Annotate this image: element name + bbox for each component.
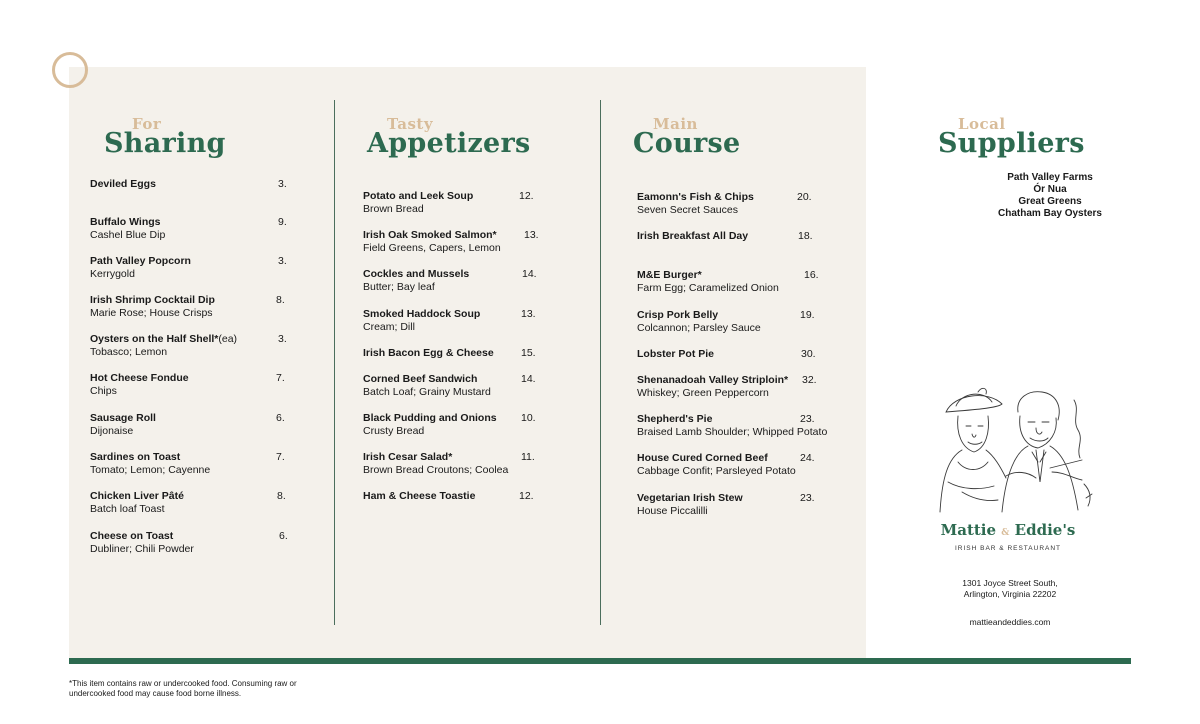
item-price: 11. [521,451,535,463]
item-description: Marie Rose; House Crisps [90,307,213,319]
item-name: Crisp Pork Belly [637,309,719,321]
heading-main: Appetizers [367,128,531,159]
item-name-note: (ea) [218,333,238,345]
item-name: Irish Cesar Salad* [363,451,453,463]
heading-main: Course [633,128,741,159]
heading-main: Sharing [104,128,226,159]
supplier-item: Path Valley Farms [1007,172,1093,183]
item-description: Tobasco; Lemon [90,346,168,358]
menu-item [90,412,285,438]
item-name: Path Valley Popcorn [90,255,191,267]
item-name: Vegetarian Irish Stew [637,492,743,504]
item-name: Ham & Cheese Toastie [363,490,476,502]
item-name: Cockles and Mussels [363,268,470,280]
item-name: Irish Shrimp Cocktail Dip [90,294,215,306]
menu-item [363,373,536,399]
address [940,578,1080,600]
column-divider [600,100,601,625]
address-line: 1301 Joyce Street South, [962,578,1058,588]
item-description: Cream; Dill [363,321,415,333]
menu-item [363,347,536,360]
item-name: Lobster Pot Pie [637,348,715,360]
item-price: 3. [278,178,287,190]
address-line: Arlington, Virginia 22202 [963,589,1057,599]
item-name: Irish Breakfast All Day [637,230,749,242]
item-name-text: Oysters on the Half Shell* [90,333,219,345]
supplier-item: Great Greens [1018,196,1082,207]
item-name: Sausage Roll [90,412,156,424]
item-price: 24. [800,452,815,464]
menu-item [90,216,287,242]
menu-item [90,255,287,281]
menu-item [363,308,536,334]
item-price: 6. [276,412,285,424]
heading-appetizers [367,117,531,157]
item-price: 9. [278,216,287,228]
item-description: Seven Secret Sauces [637,204,738,216]
item-name: Chicken Liver Pâté [90,490,184,502]
heading-sharing [104,117,226,157]
item-name: Corned Beef Sandwich [363,373,478,385]
item-price: 12. [519,190,534,202]
item-description: Whiskey; Green Peppercorn [637,387,769,399]
item-name: Potato and Leek Soup [363,190,474,202]
item-description: Crusty Bread [363,425,425,437]
menu-item [637,269,819,295]
footer-bar [69,658,1131,664]
restaurant-logo [938,521,1078,539]
item-price: 14. [521,373,536,385]
menu-item [637,452,815,478]
item-price: 7. [276,451,285,463]
heading-sub: Tasty [387,115,434,133]
logo-name-right: Eddie's [1014,521,1076,539]
item-description: Field Greens, Capers, Lemon [363,242,501,254]
item-description: House Piccalilli [637,505,708,517]
menu-item [363,268,537,294]
logo-ampersand: & [1001,528,1010,538]
menu-item [637,191,812,217]
supplier-list [985,172,1115,220]
menu-item [90,294,285,320]
item-description: Brown Bread Croutons; Coolea [363,464,509,476]
menu-item [637,230,813,243]
item-name: Smoked Haddock Soup [363,308,481,320]
item-description: Dijonaise [90,425,134,437]
item-name: Hot Cheese Fondue [90,372,189,384]
item-description: Tomato; Lemon; Cayenne [90,464,211,476]
item-price: 3. [278,255,287,267]
item-description: Batch Loaf; Grainy Mustard [363,386,491,398]
item-description: Cashel Blue Dip [90,229,166,241]
column-divider [334,100,335,625]
item-price: 30. [801,348,816,360]
item-price: 8. [277,490,286,502]
menu-item [363,451,535,477]
item-price: 15. [521,347,536,359]
website-link[interactable]: mattieandeddies.com [969,617,1051,627]
item-price: 16. [804,269,819,281]
heading-sub: For [132,115,162,133]
item-description: Chips [90,385,117,397]
item-description: Farm Egg; Caramelized Onion [637,282,779,294]
founders-illustration [932,382,1098,520]
heading-main: Suppliers [938,128,1085,159]
supplier-item: Ór Nua [1033,184,1067,195]
menu-item [637,348,816,361]
logo-name-left: Mattie [940,521,997,539]
item-price: 7. [276,372,285,384]
item-price: 13. [521,308,536,320]
item-description: Cabbage Confit; Parsleyed Potato [637,465,796,477]
heading-main-course [633,117,741,157]
item-name: Deviled Eggs [90,178,156,190]
allergy-footnote: *This item contains raw or undercooked food. Consuming raw or undercooked food may cause food borne illness. [69,679,297,698]
menu-item [363,490,534,503]
item-name: Black Pudding and Onions [363,412,497,424]
item-name: House Cured Corned Beef [637,452,768,464]
item-name: Buffalo Wings [90,216,161,228]
item-price: 23. [800,492,815,504]
item-price: 14. [522,268,537,280]
item-description: Colcannon; Parsley Sauce [637,322,761,334]
decorative-circle [52,52,88,88]
item-price: 18. [798,230,813,242]
heading-sub: Local [958,115,1006,133]
item-price: 20. [797,191,812,203]
menu-item [637,309,815,335]
item-name: Eamonn's Fish & Chips [637,191,754,203]
item-price: 10. [521,412,536,424]
heading-sub: Main [653,115,698,133]
item-name: Shenanadoah Valley Striploin* [637,374,789,386]
menu-item [363,412,536,438]
menu-item [90,178,287,191]
item-price: 19. [800,309,815,321]
menu-item [90,333,287,359]
logo-tagline: IRISH BAR & RESTAURANT [954,545,1062,552]
item-name: Shepherd's Pie [637,413,713,425]
item-price: 3. [278,333,287,345]
item-description: Brown Bread [363,203,424,215]
menu-item [90,530,288,556]
menu-item [363,190,534,216]
item-name: M&E Burger* [637,269,702,281]
item-name: Sardines on Toast [90,451,181,463]
item-price: 32. [802,374,817,386]
item-description: Braised Lamb Shoulder; Whipped Potato [637,426,828,438]
menu-item [637,413,827,439]
item-description: Kerrygold [90,268,135,280]
menu-item [363,229,539,255]
item-price: 23. [800,413,815,425]
menu-item [90,372,285,398]
item-price: 6. [279,530,288,542]
menu-item [637,492,815,518]
item-name: Irish Bacon Egg & Cheese [363,347,494,359]
heading-suppliers [938,117,1085,157]
item-description: Batch loaf Toast [90,503,165,515]
item-name [90,333,237,346]
item-price: 12. [519,490,534,502]
item-name: Cheese on Toast [90,530,174,542]
menu-item [637,374,817,400]
supplier-item: Chatham Bay Oysters [998,208,1102,219]
menu-item [90,451,285,477]
item-name: Irish Oak Smoked Salmon* [363,229,497,241]
item-price: 8. [276,294,285,306]
item-price: 13. [524,229,539,241]
menu-item [90,490,286,516]
item-description: Dubliner; Chili Powder [90,543,194,555]
item-description: Butter; Bay leaf [363,281,435,293]
